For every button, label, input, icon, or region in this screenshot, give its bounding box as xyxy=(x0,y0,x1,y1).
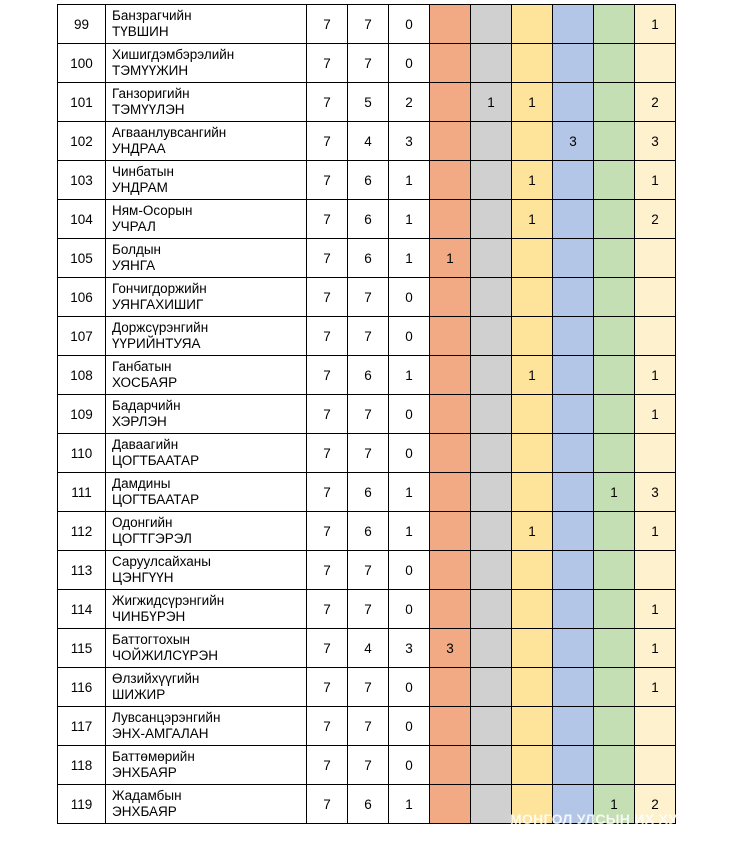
total-sessions: 7 xyxy=(307,122,348,161)
row-number: 101 xyxy=(58,83,106,122)
category-cell-5 xyxy=(594,278,635,317)
member-name-cell xyxy=(106,83,307,122)
member-name-cell xyxy=(106,590,307,629)
row-number: 118 xyxy=(58,746,106,785)
given-name: ЧИНБҮРЭН xyxy=(112,609,186,624)
category-cell-2 xyxy=(471,395,512,434)
member-name-cell xyxy=(106,161,307,200)
category-cell-3 xyxy=(512,317,553,356)
category-cell-2 xyxy=(471,551,512,590)
total-sessions: 7 xyxy=(307,44,348,83)
category-cell-1 xyxy=(430,434,471,473)
category-cell-4 xyxy=(553,746,594,785)
given-name: ХОСБАЯР xyxy=(112,375,178,390)
row-number: 112 xyxy=(58,512,106,551)
missed-sessions: 3 xyxy=(389,629,430,668)
row-number: 106 xyxy=(58,278,106,317)
category-cell-6: 1 xyxy=(635,395,676,434)
category-cell-2 xyxy=(471,122,512,161)
category-cell-5 xyxy=(594,200,635,239)
given-name: УЯНГАХИШИГ xyxy=(112,297,204,312)
missed-sessions: 0 xyxy=(389,551,430,590)
category-cell-2 xyxy=(471,512,512,551)
category-cell-2 xyxy=(471,161,512,200)
row-number: 111 xyxy=(58,473,106,512)
category-cell-1 xyxy=(430,122,471,161)
missed-sessions: 0 xyxy=(389,317,430,356)
category-cell-3 xyxy=(512,122,553,161)
table-row xyxy=(58,551,676,590)
category-cell-2 xyxy=(471,473,512,512)
table-row xyxy=(58,356,676,395)
table-row xyxy=(58,590,676,629)
category-cell-1 xyxy=(430,551,471,590)
category-cell-5 xyxy=(594,668,635,707)
category-cell-6: 3 xyxy=(635,473,676,512)
category-cell-1: 1 xyxy=(430,239,471,278)
category-cell-6: 1 xyxy=(635,5,676,44)
total-sessions: 7 xyxy=(307,668,348,707)
surname: Агваанлувсангийн xyxy=(112,125,227,140)
attended-sessions: 4 xyxy=(348,122,389,161)
row-number: 100 xyxy=(58,44,106,83)
total-sessions: 7 xyxy=(307,161,348,200)
category-cell-5 xyxy=(594,5,635,44)
category-cell-4 xyxy=(553,590,594,629)
category-cell-4 xyxy=(553,473,594,512)
category-cell-3 xyxy=(512,668,553,707)
category-cell-1 xyxy=(430,707,471,746)
category-cell-3 xyxy=(512,473,553,512)
surname: Дамдины xyxy=(112,476,171,491)
category-cell-5 xyxy=(594,83,635,122)
category-cell-5 xyxy=(594,44,635,83)
row-number: 113 xyxy=(58,551,106,590)
category-cell-1 xyxy=(430,746,471,785)
category-cell-2 xyxy=(471,317,512,356)
category-cell-3 xyxy=(512,5,553,44)
table-row xyxy=(58,668,676,707)
attended-sessions: 6 xyxy=(348,161,389,200)
category-cell-3 xyxy=(512,44,553,83)
category-cell-4 xyxy=(553,434,594,473)
category-cell-4 xyxy=(553,239,594,278)
category-cell-1 xyxy=(430,5,471,44)
category-cell-6 xyxy=(635,746,676,785)
member-name-cell xyxy=(106,122,307,161)
category-cell-1 xyxy=(430,44,471,83)
attended-sessions: 7 xyxy=(348,590,389,629)
category-cell-6 xyxy=(635,434,676,473)
category-cell-2 xyxy=(471,44,512,83)
surname: Жигжидсүрэнгийн xyxy=(112,593,225,608)
category-cell-3: 1 xyxy=(512,356,553,395)
category-cell-5 xyxy=(594,395,635,434)
category-cell-3: 1 xyxy=(512,200,553,239)
row-number: 104 xyxy=(58,200,106,239)
total-sessions: 7 xyxy=(307,512,348,551)
category-cell-2 xyxy=(471,239,512,278)
category-cell-4 xyxy=(553,785,594,824)
surname: Жадамбын xyxy=(112,788,182,803)
attended-sessions: 6 xyxy=(348,356,389,395)
given-name: ҮҮРИЙНТУЯА xyxy=(112,336,201,351)
total-sessions: 7 xyxy=(307,785,348,824)
row-number: 119 xyxy=(58,785,106,824)
category-cell-4: 3 xyxy=(553,122,594,161)
member-name-cell xyxy=(106,44,307,83)
total-sessions: 7 xyxy=(307,395,348,434)
category-cell-5 xyxy=(594,239,635,278)
member-name-cell xyxy=(106,629,307,668)
category-cell-4 xyxy=(553,512,594,551)
category-cell-6 xyxy=(635,239,676,278)
category-cell-4 xyxy=(553,707,594,746)
member-name-cell xyxy=(106,395,307,434)
category-cell-4 xyxy=(553,278,594,317)
category-cell-2 xyxy=(471,746,512,785)
category-cell-4 xyxy=(553,83,594,122)
attended-sessions: 7 xyxy=(348,746,389,785)
row-number: 105 xyxy=(58,239,106,278)
category-cell-1 xyxy=(430,590,471,629)
attended-sessions: 6 xyxy=(348,473,389,512)
category-cell-3 xyxy=(512,707,553,746)
missed-sessions: 1 xyxy=(389,200,430,239)
table-row xyxy=(58,317,676,356)
member-name-cell xyxy=(106,239,307,278)
table-row xyxy=(58,83,676,122)
member-name-cell xyxy=(106,746,307,785)
category-cell-1 xyxy=(430,200,471,239)
member-name-cell xyxy=(106,200,307,239)
category-cell-6 xyxy=(635,278,676,317)
table-row xyxy=(58,746,676,785)
category-cell-3 xyxy=(512,239,553,278)
category-cell-1 xyxy=(430,785,471,824)
category-cell-3 xyxy=(512,395,553,434)
total-sessions: 7 xyxy=(307,707,348,746)
category-cell-6: 1 xyxy=(635,512,676,551)
row-number: 108 xyxy=(58,356,106,395)
attended-sessions: 4 xyxy=(348,629,389,668)
total-sessions: 7 xyxy=(307,278,348,317)
attended-sessions: 6 xyxy=(348,785,389,824)
total-sessions: 7 xyxy=(307,590,348,629)
given-name: УНДРАМ xyxy=(112,180,168,195)
attended-sessions: 7 xyxy=(348,44,389,83)
surname: Ганбатын xyxy=(112,359,172,374)
total-sessions: 7 xyxy=(307,356,348,395)
attended-sessions: 7 xyxy=(348,395,389,434)
category-cell-4 xyxy=(553,551,594,590)
category-cell-6 xyxy=(635,44,676,83)
surname: Даваагийн xyxy=(112,437,179,452)
category-cell-2: 1 xyxy=(471,83,512,122)
attended-sessions: 7 xyxy=(348,434,389,473)
given-name: УЯНГА xyxy=(112,258,156,273)
table-row xyxy=(58,629,676,668)
missed-sessions: 0 xyxy=(389,707,430,746)
table-row xyxy=(58,395,676,434)
missed-sessions: 1 xyxy=(389,473,430,512)
missed-sessions: 1 xyxy=(389,356,430,395)
category-cell-4 xyxy=(553,395,594,434)
category-cell-6: 1 xyxy=(635,590,676,629)
total-sessions: 7 xyxy=(307,473,348,512)
category-cell-5 xyxy=(594,356,635,395)
category-cell-4 xyxy=(553,161,594,200)
category-cell-2 xyxy=(471,629,512,668)
total-sessions: 7 xyxy=(307,5,348,44)
total-sessions: 7 xyxy=(307,434,348,473)
table-row xyxy=(58,5,676,44)
total-sessions: 7 xyxy=(307,239,348,278)
category-cell-5 xyxy=(594,512,635,551)
category-cell-2 xyxy=(471,5,512,44)
missed-sessions: 1 xyxy=(389,239,430,278)
missed-sessions: 1 xyxy=(389,512,430,551)
given-name: ЭНХБАЯР xyxy=(112,804,177,819)
category-cell-5 xyxy=(594,122,635,161)
row-number: 109 xyxy=(58,395,106,434)
surname: Ганзоригийн xyxy=(112,86,190,101)
member-name-cell xyxy=(106,785,307,824)
given-name: ЭНХБАЯР xyxy=(112,765,177,780)
missed-sessions: 0 xyxy=(389,434,430,473)
category-cell-3 xyxy=(512,785,553,824)
surname: Одонгийн xyxy=(112,515,173,530)
missed-sessions: 0 xyxy=(389,5,430,44)
surname: Лувсанцэрэнгийн xyxy=(112,710,221,725)
surname: Болдын xyxy=(112,242,161,257)
category-cell-5 xyxy=(594,629,635,668)
category-cell-2 xyxy=(471,200,512,239)
category-cell-5 xyxy=(594,161,635,200)
attended-sessions: 7 xyxy=(348,317,389,356)
category-cell-2 xyxy=(471,590,512,629)
category-cell-4 xyxy=(553,356,594,395)
table-body xyxy=(58,5,676,824)
table-row xyxy=(58,785,676,824)
table-row xyxy=(58,122,676,161)
attended-sessions: 6 xyxy=(348,512,389,551)
category-cell-5 xyxy=(594,746,635,785)
given-name: ЭНХ-АМГАЛАН xyxy=(112,726,209,741)
category-cell-6: 1 xyxy=(635,668,676,707)
given-name: ЧОЙЖИЛСҮРЭН xyxy=(112,648,218,663)
category-cell-2 xyxy=(471,434,512,473)
category-cell-6: 1 xyxy=(635,629,676,668)
given-name: ЦОГТБААТАР xyxy=(112,453,200,468)
surname: Баттөмөрийн xyxy=(112,749,195,764)
category-cell-4 xyxy=(553,200,594,239)
missed-sessions: 0 xyxy=(389,278,430,317)
given-name: ХЭРЛЭН xyxy=(112,414,167,429)
category-cell-5: 1 xyxy=(594,785,635,824)
table-row xyxy=(58,161,676,200)
watermark: МОНГОЛ УЛСЫН ИХ ХУРАЛ xyxy=(510,811,707,827)
category-cell-4 xyxy=(553,629,594,668)
category-cell-5: 1 xyxy=(594,473,635,512)
member-name-cell xyxy=(106,707,307,746)
member-name-cell xyxy=(106,512,307,551)
missed-sessions: 0 xyxy=(389,44,430,83)
given-name: ТҮВШИН xyxy=(112,24,169,39)
category-cell-3 xyxy=(512,629,553,668)
table-row xyxy=(58,473,676,512)
total-sessions: 7 xyxy=(307,629,348,668)
category-cell-3: 1 xyxy=(512,512,553,551)
missed-sessions: 0 xyxy=(389,746,430,785)
category-cell-2 xyxy=(471,707,512,746)
surname: Чинбатын xyxy=(112,164,174,179)
total-sessions: 7 xyxy=(307,200,348,239)
category-cell-6: 2 xyxy=(635,83,676,122)
surname: Баттогтохын xyxy=(112,632,191,647)
category-cell-3 xyxy=(512,590,553,629)
given-name: ЦОГТГЭРЭЛ xyxy=(112,531,192,546)
category-cell-6: 2 xyxy=(635,200,676,239)
missed-sessions: 1 xyxy=(389,161,430,200)
total-sessions: 7 xyxy=(307,83,348,122)
category-cell-6: 1 xyxy=(635,161,676,200)
member-name-cell xyxy=(106,278,307,317)
total-sessions: 7 xyxy=(307,746,348,785)
category-cell-1 xyxy=(430,317,471,356)
category-cell-2 xyxy=(471,356,512,395)
category-cell-1 xyxy=(430,83,471,122)
member-name-cell xyxy=(106,434,307,473)
category-cell-4 xyxy=(553,317,594,356)
category-cell-6 xyxy=(635,551,676,590)
category-cell-3 xyxy=(512,434,553,473)
member-name-cell xyxy=(106,668,307,707)
category-cell-5 xyxy=(594,317,635,356)
missed-sessions: 0 xyxy=(389,395,430,434)
table-row xyxy=(58,707,676,746)
missed-sessions: 1 xyxy=(389,785,430,824)
category-cell-4 xyxy=(553,44,594,83)
category-cell-6: 1 xyxy=(635,356,676,395)
given-name: УЧРАЛ xyxy=(112,219,156,234)
row-number: 114 xyxy=(58,590,106,629)
surname: Банзрагчийн xyxy=(112,8,192,23)
category-cell-5 xyxy=(594,434,635,473)
category-cell-1: 3 xyxy=(430,629,471,668)
category-cell-1 xyxy=(430,395,471,434)
missed-sessions: 0 xyxy=(389,590,430,629)
category-cell-2 xyxy=(471,785,512,824)
table-row xyxy=(58,434,676,473)
given-name: УНДРАА xyxy=(112,141,166,156)
category-cell-6 xyxy=(635,707,676,746)
category-cell-5 xyxy=(594,551,635,590)
category-cell-1 xyxy=(430,356,471,395)
category-cell-3: 1 xyxy=(512,161,553,200)
member-name-cell xyxy=(106,356,307,395)
category-cell-3 xyxy=(512,551,553,590)
category-cell-4 xyxy=(553,668,594,707)
category-cell-4 xyxy=(553,5,594,44)
attendance-table xyxy=(57,4,676,824)
category-cell-6: 2 xyxy=(635,785,676,824)
row-number: 102 xyxy=(58,122,106,161)
attended-sessions: 6 xyxy=(348,200,389,239)
attended-sessions: 6 xyxy=(348,239,389,278)
category-cell-3 xyxy=(512,278,553,317)
table-row xyxy=(58,200,676,239)
attended-sessions: 7 xyxy=(348,278,389,317)
category-cell-3: 1 xyxy=(512,83,553,122)
surname: Бадарчийн xyxy=(112,398,181,413)
category-cell-5 xyxy=(594,707,635,746)
attended-sessions: 7 xyxy=(348,5,389,44)
attended-sessions: 5 xyxy=(348,83,389,122)
category-cell-2 xyxy=(471,668,512,707)
given-name: ТЭМҮҮЖИН xyxy=(112,63,189,78)
row-number: 116 xyxy=(58,668,106,707)
member-name-cell xyxy=(106,551,307,590)
attended-sessions: 7 xyxy=(348,668,389,707)
member-name-cell xyxy=(106,473,307,512)
category-cell-6 xyxy=(635,317,676,356)
member-name-cell xyxy=(106,5,307,44)
surname: Хишигдэмбэрэлийн xyxy=(112,47,235,62)
row-number: 107 xyxy=(58,317,106,356)
table-row xyxy=(58,44,676,83)
category-cell-5 xyxy=(594,590,635,629)
given-name: ЦЭНГҮҮН xyxy=(112,570,174,585)
table-row xyxy=(58,512,676,551)
surname: Саруулсайханы xyxy=(112,554,211,569)
surname: Өлзийхүүгийн xyxy=(112,671,200,686)
attended-sessions: 7 xyxy=(348,707,389,746)
category-cell-3 xyxy=(512,746,553,785)
category-cell-1 xyxy=(430,512,471,551)
category-cell-1 xyxy=(430,161,471,200)
row-number: 103 xyxy=(58,161,106,200)
given-name: ЦОГТБААТАР xyxy=(112,492,200,507)
missed-sessions: 2 xyxy=(389,83,430,122)
row-number: 117 xyxy=(58,707,106,746)
given-name: ШИЖИР xyxy=(112,687,166,702)
row-number: 99 xyxy=(58,5,106,44)
category-cell-2 xyxy=(471,278,512,317)
missed-sessions: 0 xyxy=(389,668,430,707)
category-cell-1 xyxy=(430,473,471,512)
table-row xyxy=(58,239,676,278)
row-number: 115 xyxy=(58,629,106,668)
total-sessions: 7 xyxy=(307,317,348,356)
surname: Доржсүрэнгийн xyxy=(112,320,209,335)
table-row xyxy=(58,278,676,317)
category-cell-6: 3 xyxy=(635,122,676,161)
row-number: 110 xyxy=(58,434,106,473)
member-name-cell xyxy=(106,317,307,356)
attended-sessions: 7 xyxy=(348,551,389,590)
total-sessions: 7 xyxy=(307,551,348,590)
category-cell-1 xyxy=(430,278,471,317)
surname: Гончигдоржийн xyxy=(112,281,207,296)
surname: Ням-Осорын xyxy=(112,203,193,218)
missed-sessions: 3 xyxy=(389,122,430,161)
category-cell-1 xyxy=(430,668,471,707)
given-name: ТЭМҮҮЛЭН xyxy=(112,102,185,117)
